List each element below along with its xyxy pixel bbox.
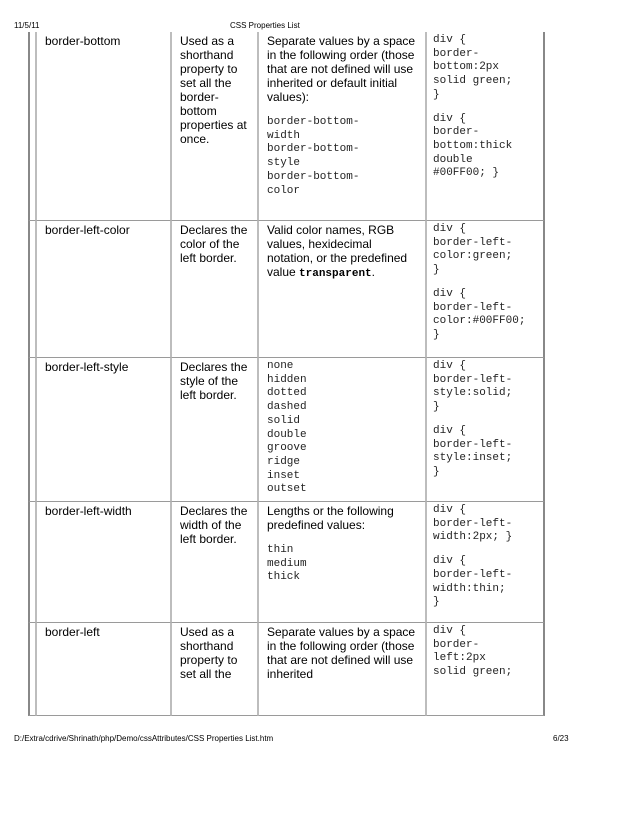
property-name: border-left-style: [36, 358, 171, 502]
property-name: border-left-color: [36, 221, 171, 358]
properties-table-viewport: [28, 32, 526, 730]
footer-file-path: D:/Extra/cdrive/Shrinath/php/Demo/cssAttributes/CSS Properties List.htm: [14, 734, 274, 743]
property-description: Declares the style of the left border.: [171, 358, 258, 502]
values-keyword: transparent: [299, 268, 372, 280]
property-example: div { border-left- color:green; } div { border-left- color:#00FF00; }: [426, 221, 545, 358]
header-title: CSS Properties List: [230, 21, 300, 30]
table-row: [28, 623, 545, 716]
properties-table: [28, 32, 545, 716]
property-description: Declares the color of the left border.: [171, 221, 258, 358]
footer-page-number: 6/23: [553, 734, 569, 743]
header-date: 11/5/11: [14, 21, 40, 30]
property-description: Used as a shorthand property to set all the: [171, 623, 258, 716]
property-values: [258, 32, 426, 221]
property-example: div { border- bottom:2px solid green; } div { border- bottom:thick double #00FF00; }: [426, 32, 545, 221]
property-example: div { border-left- width:2px; } div { border-left- width:thin; }: [426, 502, 545, 623]
values-text: Lengths or the following predefined values:: [267, 504, 394, 532]
table-row: [28, 32, 545, 221]
property-description: Used as a shorthand property to set all the border-bottom properties at once.: [171, 32, 258, 221]
property-values: [258, 502, 426, 623]
property-description: Declares the width of the left border.: [171, 502, 258, 623]
values-text: Separate values by a space in the following order (those that are not defined will use inherited or default initial values):: [267, 34, 416, 104]
property-values: Valid color names, RGB values, hexidecimal notation, or the predefined value transparent.: [258, 221, 426, 358]
property-name: border-left: [36, 623, 171, 716]
property-values: none hidden dotted dashed solid double groove ridge inset outset: [258, 358, 426, 502]
table-row: [28, 358, 545, 502]
property-name: border-bottom: [36, 32, 171, 221]
property-name: border-left-width: [36, 502, 171, 623]
property-values: Separate values by a space in the following order (those that are not defined will use inherited: [258, 623, 426, 716]
property-example: div { border-left- style:solid; } div { border-left- style:inset; }: [426, 358, 545, 502]
table-row: [28, 502, 545, 623]
values-code: thin medium thick: [267, 544, 307, 584]
values-code: border-bottom- width border-bottom- style border-bottom- color: [267, 116, 360, 197]
table-row: [28, 221, 545, 358]
property-example: div { border- left:2px solid green;: [426, 623, 545, 716]
